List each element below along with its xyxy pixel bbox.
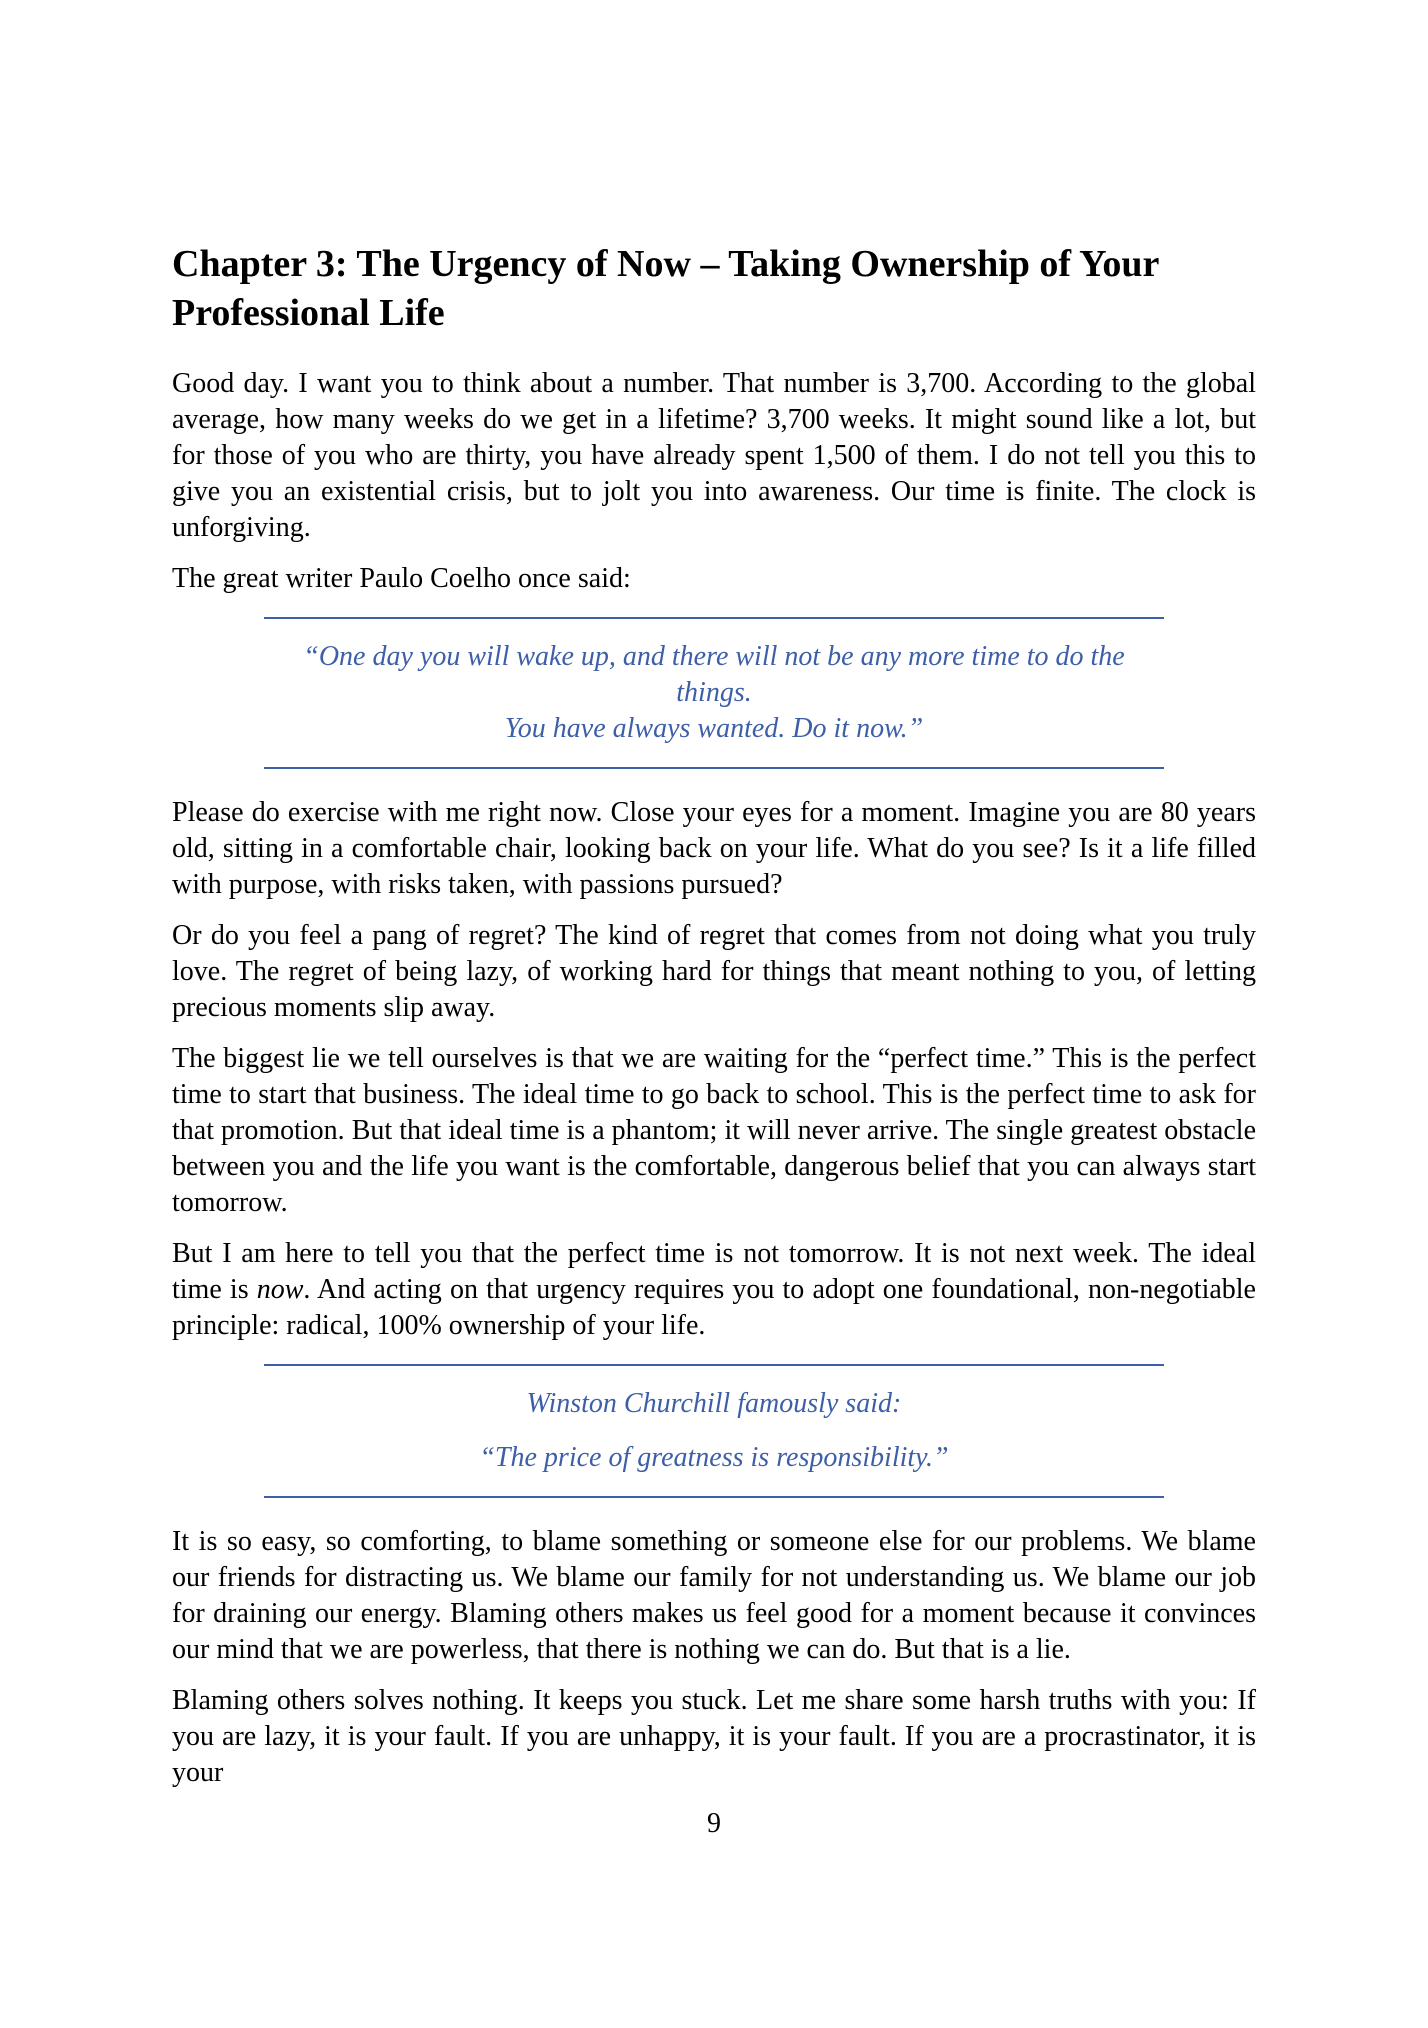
quote-attribution: Winston Churchill famously said: xyxy=(526,1388,902,1419)
quote-block-churchill xyxy=(264,1364,1164,1498)
quote-text: “The price of greatness is responsibility.” xyxy=(479,1442,949,1473)
quote-text-line-1: “One day you will wake up, and there will not be any more time to do the things. xyxy=(303,641,1125,708)
quote-block-coelho xyxy=(264,617,1164,769)
paragraph-5: The biggest lie we tell ourselves is that we are waiting for the “perfect time.” This is the perfect time to start that business. The ideal time to go back to school. This is the perfect time to ask for that promotion. But that ideal time is a phantom; it will never arrive. The single greatest obstacle between you and the life you want is the comfortable, dangerous belief that you can always start tomorrow. xyxy=(172,1043,1256,1218)
page-number: 9 xyxy=(707,1808,721,1839)
paragraph-2-quote-intro: The great writer Paulo Coelho once said: xyxy=(172,563,631,594)
paragraph-7: It is so easy, so comforting, to blame something or someone else for our problems. We blame our friends for distracting us. We blame our family for not understanding us. We blame our job for draining our energy. Blaming others makes us feel good for a moment because it convinces our mind that we are powerless, that there is nothing we can do. But that is a lie. xyxy=(172,1526,1256,1665)
paragraph-6-emphasis-now: now xyxy=(256,1274,304,1305)
quote-text-line-2: You have always wanted. Do it now.” xyxy=(504,713,924,744)
paragraph-4: Or do you feel a pang of regret? The kind of regret that comes from not doing what you truly love. The regret of being lazy, of working hard for things that meant nothing to you, of letting precious moments slip away. xyxy=(172,920,1256,1023)
paragraph-3: Please do exercise with me right now. Close your eyes for a moment. Imagine you are 80 years old, sitting in a comfortable chair, looking back on your life. What do you see? Is it a life filled with purpose, with risks taken, with passions pursued? xyxy=(172,797,1256,900)
paragraph-6-text-after: . And acting on that urgency requires you to adopt one foundational, non-negotiable principle: radical, 100% ownership of your life. xyxy=(172,1274,1256,1341)
chapter-title: Chapter 3: The Urgency of Now – Taking Ownership of Your Professional Life xyxy=(172,243,1159,334)
paragraph-8: Blaming others solves nothing. It keeps you stuck. Let me share some harsh truths with you: If you are lazy, it is your fault. If you are unhappy, it is your fault. If you are a procrastinator, it is your xyxy=(172,1685,1256,1788)
paragraph-6-text-before: But I am here to tell you that the perfect time is not tomorrow. It is not next week. The ideal time is xyxy=(172,1238,1256,1305)
paragraph-1: Good day. I want you to think about a number. That number is 3,700. According to the global average, how many weeks do we get in a lifetime? 3,700 weeks. It might sound like a lot, but for those of you who are thirty, you have already spent 1,500 of them. I do not tell you this to give you an existential crisis, but to jolt you into awareness. Our time is finite. The clock is unforgiving. xyxy=(172,368,1256,543)
paragraph-6 xyxy=(172,1236,1256,1344)
